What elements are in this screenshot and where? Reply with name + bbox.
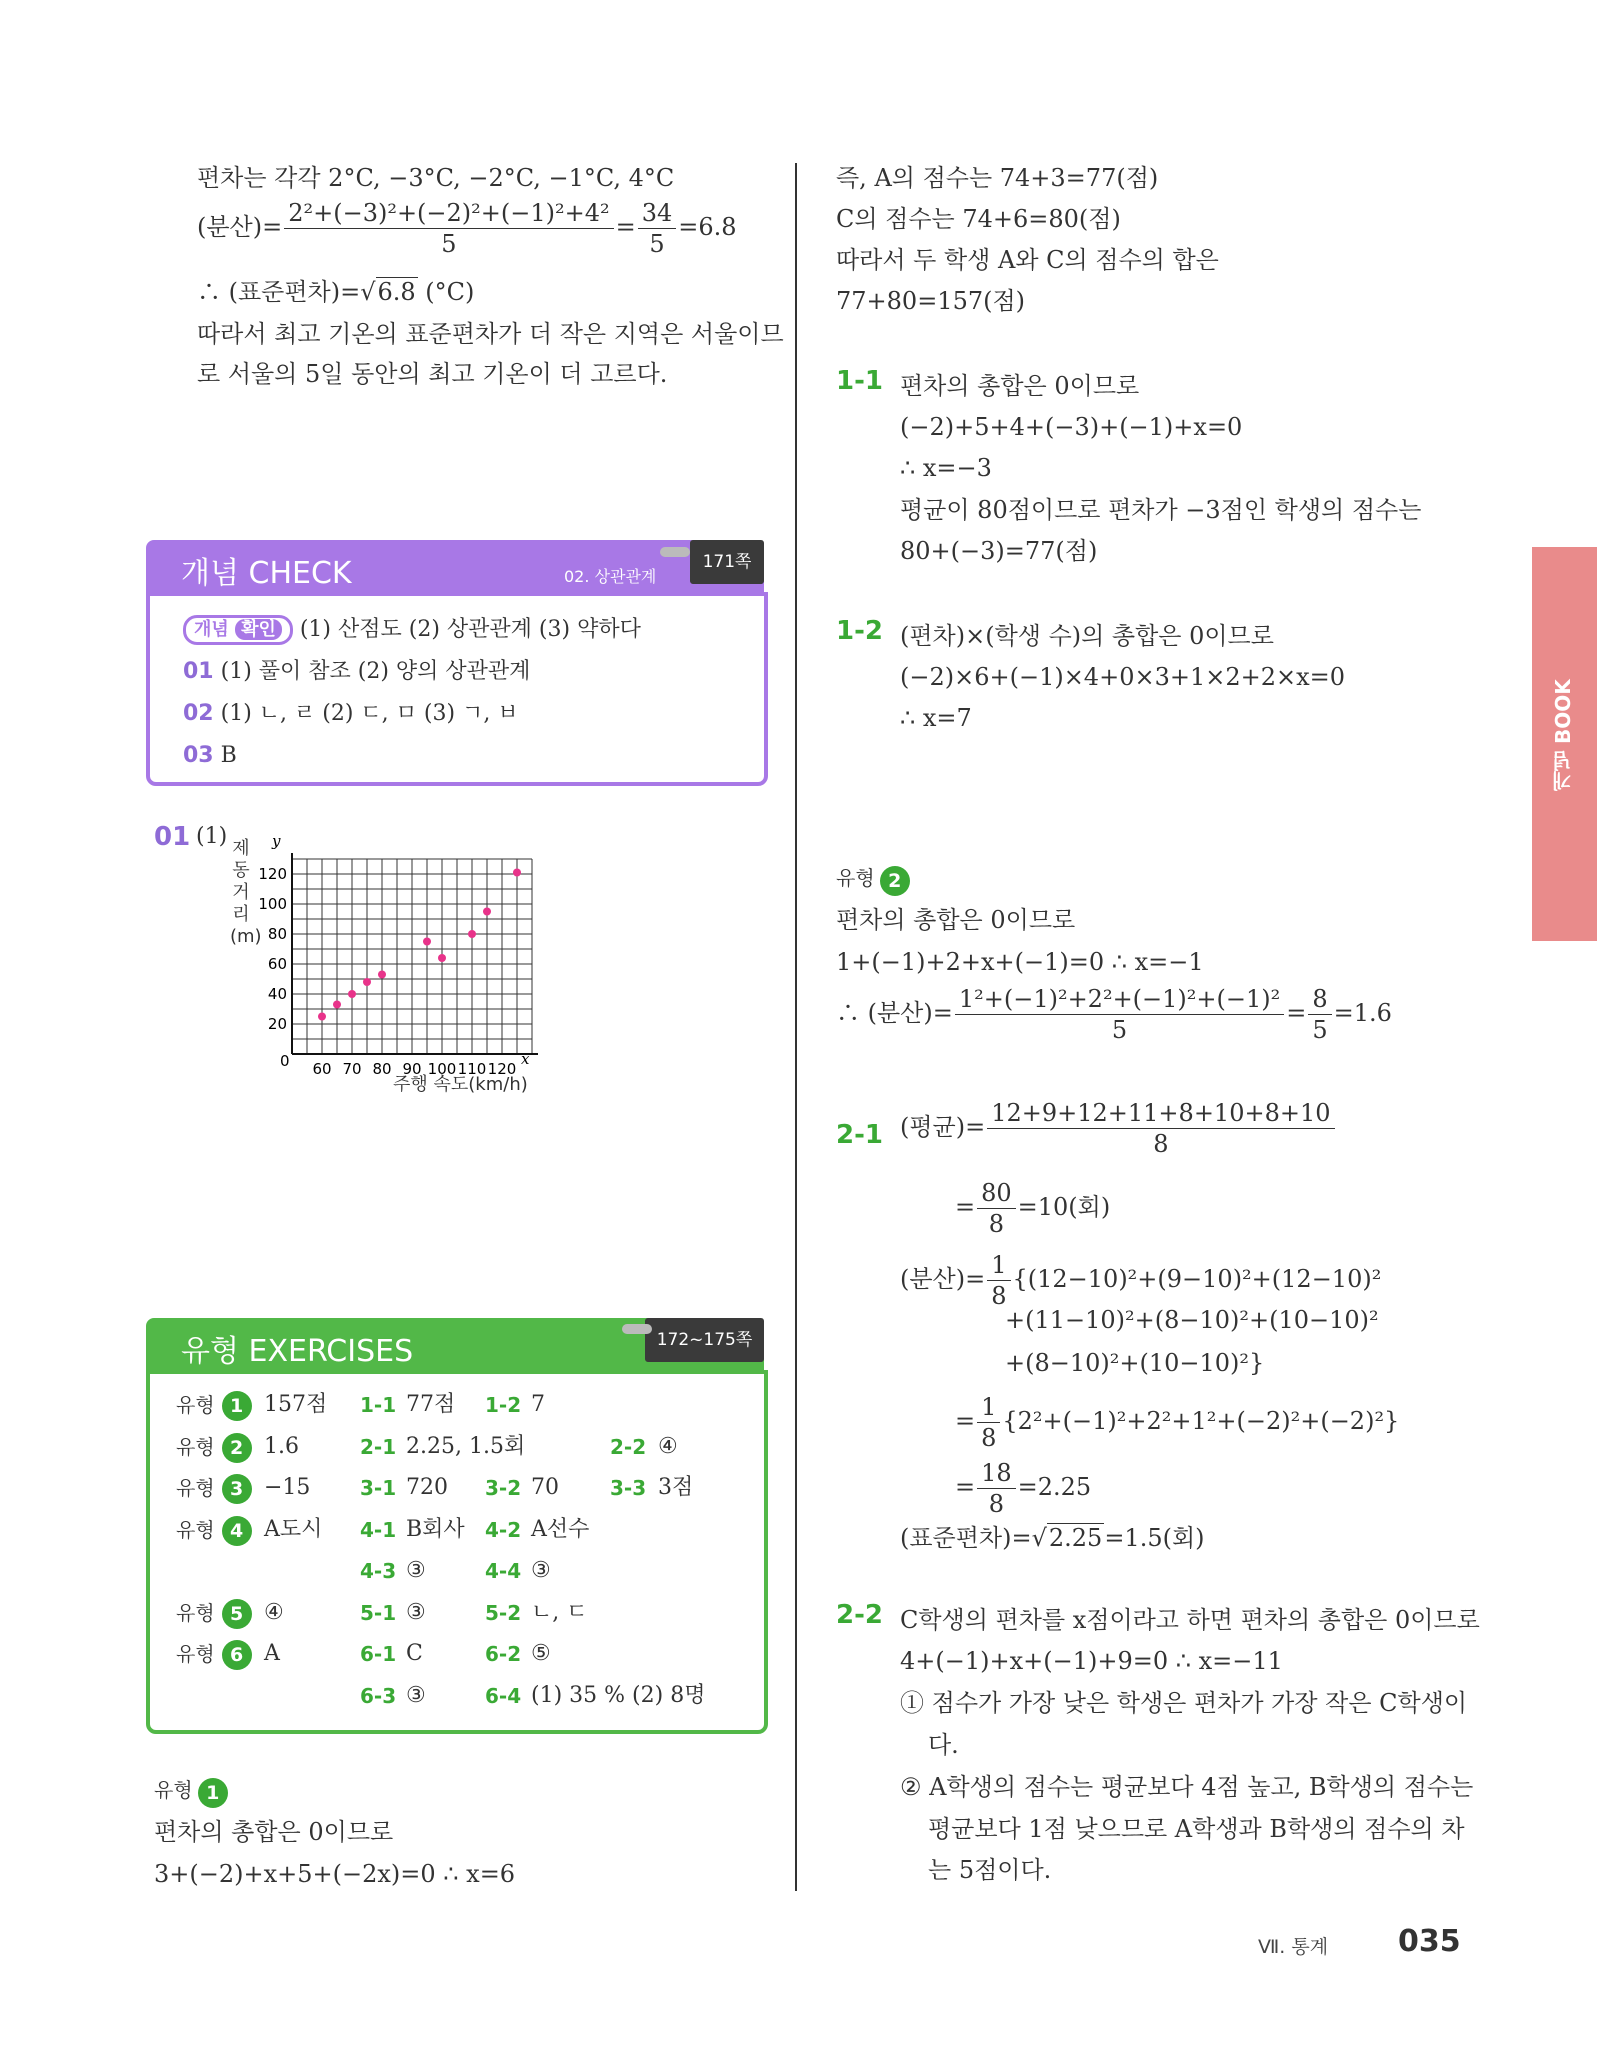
- data-point: [438, 954, 446, 962]
- page-number: 035: [1398, 1924, 1461, 1959]
- type2-line-1: 편차의 총합은 0이므로: [836, 906, 1076, 934]
- exercise-row: [176, 1427, 756, 1467]
- x-axis-title: 주행 속도(km/h): [393, 1074, 528, 1095]
- exercises-title: 유형 EXERCISES: [181, 1334, 414, 1369]
- graph-part: (1): [196, 824, 228, 849]
- y-tick-label: 60: [267, 955, 287, 973]
- footer-chapter: Ⅶ. 통계: [1258, 1936, 1329, 1958]
- variance-formula: (분산)= $\frac{\text{2²+(−3)²+(−2)²+(−1)²+4²}}{5}$ = $\frac{34}{5}$ =6.8: [197, 199, 737, 258]
- p22-line-2: 4+(−1)+x+(−1)+9=0 ∴ x=−11: [900, 1647, 1283, 1675]
- r-top-2: C의 점수는 74+6=80(점): [836, 205, 1121, 233]
- r-top-3: 따라서 두 학생 A와 C의 점수의 합은: [836, 246, 1219, 274]
- p21-variance-2: +(11−10)²+(8−10)²+(10−10)²: [1005, 1306, 1379, 1334]
- exercise-type-answer: 1.6: [264, 1433, 299, 1459]
- p22-label: 2-2: [836, 1600, 883, 1630]
- p21-variance-1: (분산)= $\frac{1}{8}$ {(12−10)²+(9−10)²+(12−10)²: [900, 1251, 1382, 1310]
- p12-line-1: (편차)×(학생 수)의 총합은 0이므로: [900, 622, 1274, 650]
- exercise-row: [176, 1634, 756, 1674]
- data-point: [468, 930, 476, 938]
- exercise-key: 6-1: [360, 1642, 397, 1666]
- y-tick-label: 100: [258, 895, 287, 913]
- p11-line-2: (−2)+5+4+(−3)+(−1)+x=0: [900, 413, 1243, 441]
- y-tick-label: 80: [267, 925, 287, 943]
- exercise-type-tag: 유형 3: [176, 1468, 252, 1509]
- p22-line-7: 는 5점이다.: [928, 1856, 1052, 1884]
- exercise-key: 4-3: [360, 1559, 397, 1583]
- p11-line-4: 평균이 80점이므로 편차가 −3점인 학생의 점수는: [900, 496, 1422, 524]
- check-title: 개념 CHECK: [181, 556, 352, 591]
- check-page-ref: 171쪽: [690, 540, 764, 584]
- p21-mean-2: = $\frac{80}{8}$ =10(회): [955, 1179, 1111, 1238]
- type2-variance: ∴ (분산)= $\frac{\text{1²+(−1)²+2²+(−1)²+(−1)²}}{5}$ = $\frac{8}{5}$ =1.6: [836, 985, 1392, 1044]
- exercise-type-tag: 유형 2: [176, 1427, 252, 1468]
- data-point: [318, 1013, 326, 1021]
- exercise-type-answer: −15: [264, 1475, 311, 1500]
- clip-decoration-2: [622, 1324, 652, 1334]
- exercise-row: [176, 1468, 756, 1508]
- y-tick-labels: [258, 865, 287, 1033]
- p12-line-2: (−2)×6+(−1)×4+0×3+1×2+2×x=0: [900, 663, 1345, 691]
- exercise-answer: ④: [658, 1433, 678, 1459]
- exercise-key: 3-3: [610, 1476, 647, 1500]
- data-point: [513, 869, 521, 877]
- scatter-chart: [225, 832, 545, 1102]
- data-points: [318, 869, 521, 1021]
- x-tick-label: 100: [427, 1060, 457, 1078]
- p22-line-1: C학생의 편차를 x점이라고 하면 편차의 총합은 0이므로: [900, 1606, 1480, 1634]
- std-formula: ∴ (표준편차)=√6.8 (°C): [197, 278, 475, 306]
- exercise-answer: 70: [531, 1475, 559, 1500]
- exercise-key: 5-2: [485, 1600, 522, 1625]
- p11-line-3: ∴ x=−3: [900, 454, 992, 482]
- type1-line-2: 3+(−2)+x+5+(−2x)=0 ∴ x=6: [154, 1860, 516, 1888]
- r-top-4: 77+80=157(점): [836, 287, 1026, 315]
- exercises-page-ref: 172~175쪽: [645, 1318, 764, 1362]
- exercise-key: 5-1: [360, 1600, 397, 1625]
- exercise-answer: ③: [406, 1599, 426, 1625]
- exercise-key: 1-2: [485, 1393, 522, 1417]
- data-point: [378, 971, 386, 979]
- p22-line-6: 평균보다 1점 낮으므로 A학생과 B학생의 점수의 차: [928, 1815, 1465, 1843]
- concept-pill: 개념 확인: [183, 615, 293, 645]
- clip-decoration: [660, 547, 690, 557]
- y-axis-letter: y: [272, 832, 281, 850]
- exercise-type-tag: 유형 4: [176, 1510, 252, 1551]
- exercise-key: 2-1: [360, 1434, 397, 1459]
- exercise-answer: 7: [531, 1392, 545, 1417]
- data-point: [423, 938, 431, 946]
- p21-variance-4: = $\frac{1}{8}$ {2²+(−1)²+2²+1²+(−2)²+(−2)²}: [955, 1393, 1400, 1452]
- origin-label: 0: [280, 1052, 290, 1070]
- graph-number: 01: [154, 822, 191, 852]
- check-line-1: 01 (1) 풀이 참조 (2) 양의 상관관계: [183, 659, 531, 684]
- y-tick-label: 40: [267, 985, 287, 1003]
- x-tick-label: 120: [487, 1060, 517, 1078]
- data-point: [483, 908, 491, 916]
- p11-line-1: 편차의 총합은 0이므로: [900, 372, 1140, 400]
- exercise-answer: ⑤: [531, 1641, 551, 1666]
- exercise-answer: 720: [406, 1475, 448, 1500]
- p22-line-3: ① 점수가 가장 낮은 학생은 편차가 가장 작은 C학생이: [900, 1689, 1468, 1717]
- x-tick-label: 90: [402, 1060, 422, 1078]
- exercise-type-answer: ④: [264, 1599, 284, 1625]
- exercise-type-answer: A도시: [264, 1516, 323, 1542]
- exercise-answer: ㄴ, ㄷ: [531, 1599, 588, 1625]
- exercise-key: 3-1: [360, 1476, 397, 1500]
- exercise-answer: B회사: [406, 1516, 465, 1542]
- x-tick-label: 80: [372, 1060, 392, 1078]
- exercise-key: 3-2: [485, 1476, 522, 1500]
- conclusion-line-1: 따라서 최고 기온의 표준편차가 더 작은 지역은 서울이므: [197, 320, 784, 348]
- type2-line-2: 1+(−1)+2+x+(−1)=0 ∴ x=−1: [836, 948, 1204, 976]
- exercise-row: [176, 1385, 756, 1425]
- check-line-2: 02 (1) ㄴ, ㄹ (2) ㄷ, ㅁ (3) ㄱ, ㅂ: [183, 701, 519, 726]
- r-top-1: 즉, A의 점수는 74+3=77(점): [836, 164, 1159, 192]
- exercise-key: 2-2: [610, 1434, 647, 1459]
- exercise-answer: C: [406, 1641, 423, 1666]
- exercise-row: [176, 1676, 756, 1716]
- exercise-answer: ③: [531, 1558, 551, 1583]
- p21-variance-5: = $\frac{18}{8}$ =2.25: [955, 1459, 1092, 1518]
- exercise-type-answer: A: [264, 1641, 280, 1666]
- exercise-key: 4-1: [360, 1517, 397, 1542]
- side-tab-label: 개념 BOOK: [1551, 679, 1575, 791]
- exercise-key: 6-3: [360, 1683, 397, 1708]
- p12-label: 1-2: [836, 616, 883, 646]
- exercise-answer: ③: [406, 1682, 426, 1708]
- exercise-key: 6-2: [485, 1642, 522, 1666]
- p12-line-3: ∴ x=7: [900, 704, 972, 732]
- type1-line-1: 편차의 총합은 0이므로: [154, 1818, 394, 1846]
- data-point: [333, 1001, 341, 1009]
- exercise-answer: (1) 35 % (2) 8명: [531, 1682, 706, 1708]
- exercise-row: [176, 1593, 756, 1633]
- check-line-3: 03 B: [183, 743, 237, 768]
- type1-heading: 유형 1: [154, 1774, 228, 1808]
- p21-variance-3: +(8−10)²+(10−10)²}: [1005, 1349, 1265, 1377]
- p21-label: 2-1: [836, 1120, 883, 1150]
- exercise-key: 4-2: [485, 1517, 522, 1542]
- x-axis-letter: x: [521, 1050, 530, 1068]
- y-tick-label: 120: [258, 865, 287, 883]
- chart-grid: [292, 859, 532, 1054]
- exercise-answer: ③: [406, 1558, 426, 1583]
- data-point: [363, 978, 371, 986]
- exercise-key: 1-1: [360, 1393, 397, 1417]
- p21-std: (표준편차)=√2.25=1.5(회): [900, 1524, 1205, 1552]
- column-divider: [795, 163, 797, 1891]
- x-tick-label: 70: [342, 1060, 362, 1078]
- exercise-answer: 3점: [658, 1475, 694, 1500]
- data-point: [348, 990, 356, 998]
- y-axis-title: 제동 거리(m): [230, 838, 262, 947]
- p21-mean: (평균)= $\frac{12+9+12+11+8+10+8+10}{8}$: [900, 1098, 1337, 1159]
- x-tick-label: 110: [457, 1060, 487, 1078]
- exercise-answer: 2.25, 1.5회: [406, 1433, 526, 1459]
- conclusion-line-2: 로 서울의 5일 동안의 최고 기온이 더 고르다.: [197, 360, 668, 388]
- p11-label: 1-1: [836, 366, 883, 396]
- exercise-type-tag: 유형 1: [176, 1385, 252, 1426]
- exercise-key: 6-4: [485, 1683, 522, 1708]
- exercise-type-tag: 유형 5: [176, 1593, 252, 1634]
- y-tick-label: 20: [267, 1015, 287, 1033]
- exercise-type-answer: 157점: [264, 1392, 328, 1417]
- exercise-row: [176, 1510, 756, 1550]
- exercise-row: [176, 1551, 756, 1591]
- x-tick-label: 60: [312, 1060, 332, 1078]
- exercise-answer: 77점: [406, 1392, 456, 1417]
- p11-line-5: 80+(−3)=77(점): [900, 537, 1098, 565]
- check-section: 02. 상관관계: [564, 567, 657, 586]
- p22-line-5: ② A학생의 점수는 평균보다 4점 높고, B학생의 점수는: [900, 1773, 1474, 1801]
- type2-heading: 유형 2: [836, 862, 910, 896]
- p22-line-4: 다.: [928, 1731, 959, 1759]
- deviation-line: 편차는 각각 2°C, −3°C, −2°C, −1°C, 4°C: [197, 164, 675, 192]
- exercise-type-tag: 유형 6: [176, 1634, 252, 1675]
- exercise-answer: A선수: [531, 1516, 590, 1542]
- check-line-0: 개념 확인 (1) 산점도 (2) 상관관계 (3) 약하다: [183, 610, 641, 650]
- exercise-key: 4-4: [485, 1559, 522, 1583]
